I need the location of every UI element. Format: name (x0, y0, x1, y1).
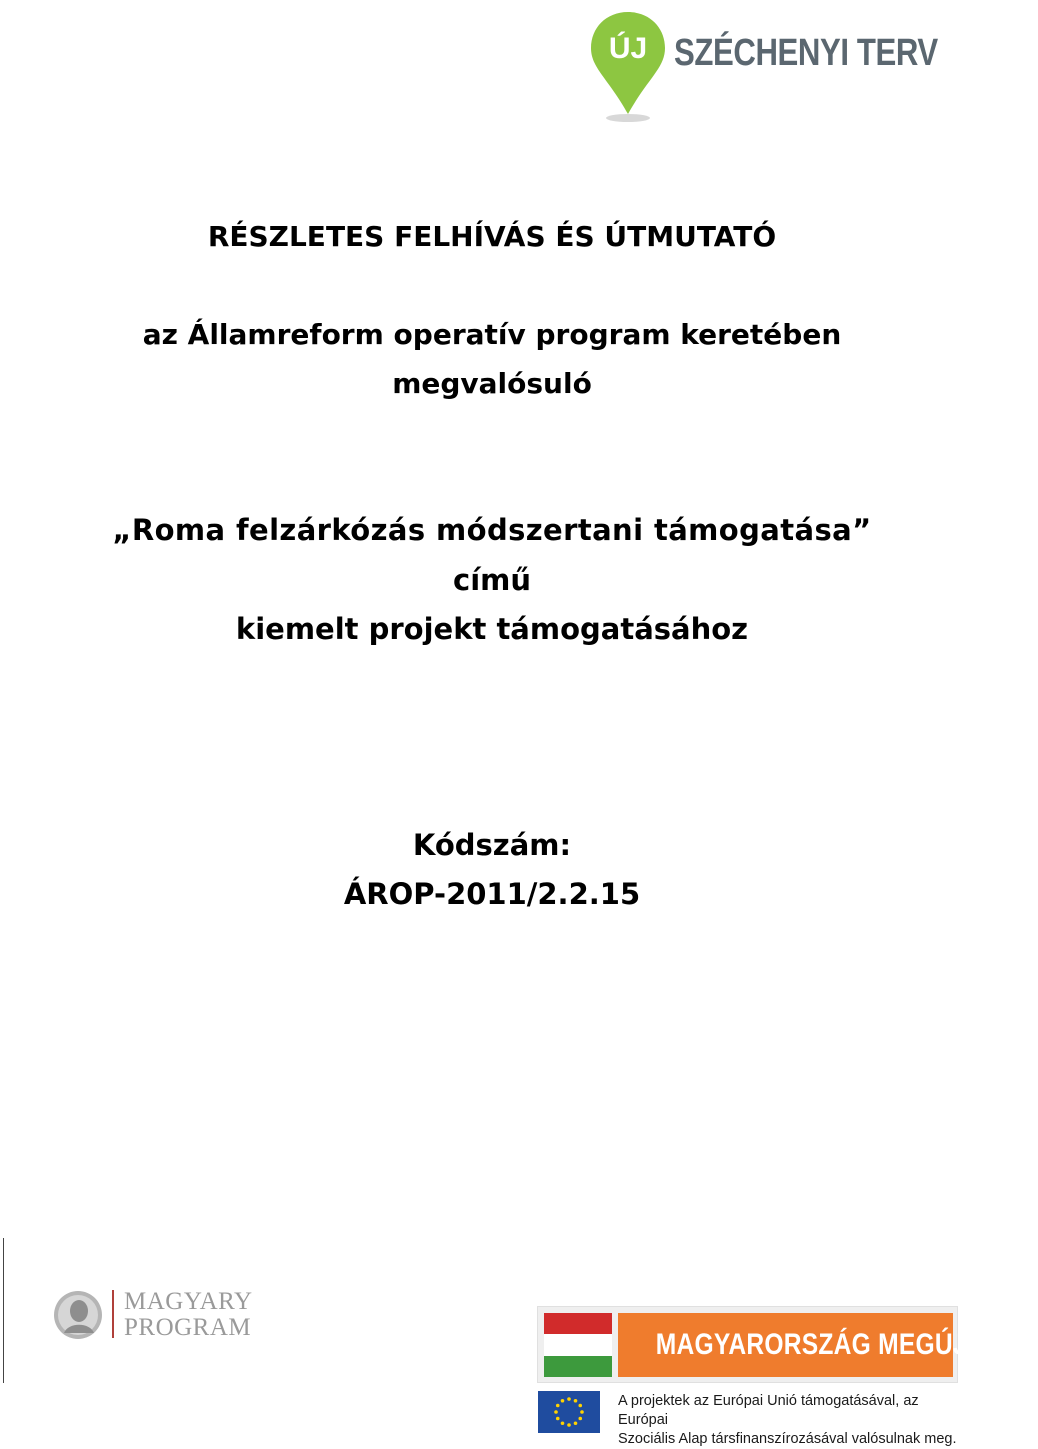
magyary-line-2: PROGRAM (124, 1314, 252, 1341)
eu-flag-icon (538, 1391, 600, 1433)
eu-text-line-1: A projektek az Európai Unió támogatásával, az Európai (618, 1393, 919, 1428)
magyarorszag-megujul-banner (537, 1306, 1001, 1383)
eu-star (567, 1397, 571, 1401)
eu-star (574, 1421, 578, 1425)
eu-star (578, 1404, 582, 1408)
project-title-line-2: című (453, 563, 531, 597)
eu-star (561, 1421, 565, 1425)
magyary-line-1: MAGYARY (124, 1288, 253, 1315)
subtitle-line-2: megvalósuló (392, 367, 592, 400)
banner-text: MAGYARORSZÁG MEGÚJUL (655, 1328, 1001, 1361)
eu-star (556, 1417, 560, 1421)
magyary-program-logo (52, 1286, 262, 1346)
project-title-line-3: kiemelt projekt támogatásához (235, 612, 749, 646)
eu-star (567, 1423, 571, 1427)
eu-star (556, 1404, 560, 1408)
eu-star (580, 1410, 584, 1414)
eu-funding-notice (618, 1392, 958, 1449)
brand-name: SZÉCHENYI TERV (674, 32, 938, 74)
subtitle-line-1: az Államreform operatív program keretében (142, 318, 842, 351)
uj-szechenyi-terv-logo (588, 10, 953, 125)
code-label: Kódszám: (412, 828, 572, 862)
code-value: ÁROP-2011/2.2.15 (343, 877, 641, 911)
pin-label: ÚJ (608, 32, 648, 65)
banner-box (618, 1313, 1001, 1377)
eu-stars (538, 1391, 600, 1433)
margin-rule (3, 1238, 4, 1383)
eu-star (574, 1399, 578, 1403)
project-title-line-1: „Roma felzárkózás módszertani támogatása” (112, 513, 872, 547)
logo-divider (112, 1290, 114, 1338)
eu-star (578, 1417, 582, 1421)
page-title: RÉSZLETES FELHÍVÁS ÉS ÚTMUTATÓ (207, 220, 777, 253)
hungarian-flag-icon (544, 1313, 612, 1377)
eu-star (554, 1410, 558, 1414)
map-pin-icon (588, 10, 668, 125)
eu-star (561, 1399, 565, 1403)
portrait-medallion-icon (52, 1289, 104, 1341)
eu-text-line-2: Szociális Alap társfinanszírozásával valósulnak meg. (618, 1431, 957, 1447)
